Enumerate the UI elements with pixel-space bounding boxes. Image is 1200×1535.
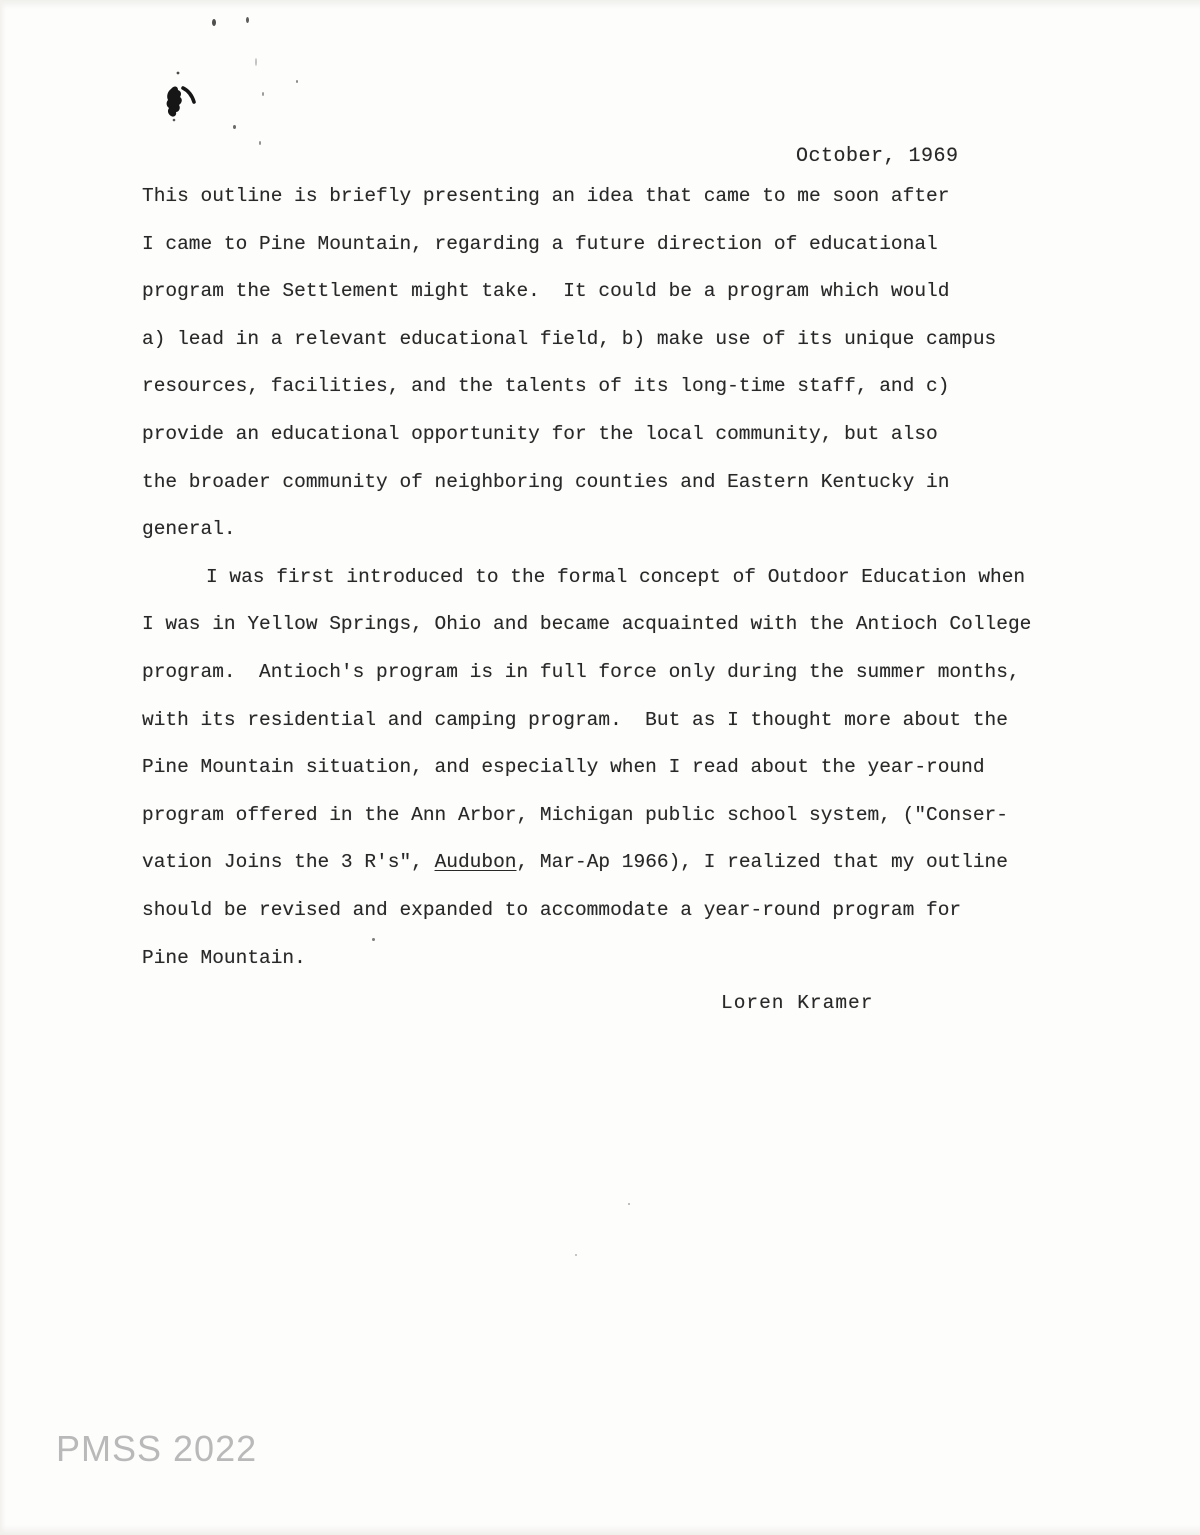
text-line (142, 752, 1102, 800)
text-segment: should be revised and expanded to accommodate a year-round program for (142, 898, 962, 921)
text-line (142, 895, 1102, 943)
underlined-citation: Audubon (434, 851, 517, 874)
text-segment: vation Joins the 3 R's", (142, 851, 435, 874)
text-line (142, 181, 1102, 229)
text-line (142, 514, 1102, 562)
text-line (142, 800, 1102, 848)
document-body (142, 181, 1102, 990)
text-segment: , Mar-Ap 1966), I realized that my outline (516, 851, 1008, 874)
scan-edge (0, 0, 6, 1535)
text-line (142, 276, 1102, 324)
text-segment: Pine Mountain situation, and especially when I read about the year-round (142, 756, 985, 779)
signature: Loren Kramer (721, 992, 874, 1014)
text-segment: a) lead in a relevant educational field, b) make use of its unique campus (142, 327, 997, 350)
scan-speck (628, 1203, 630, 1205)
date-line: October, 1969 (796, 145, 959, 168)
text-line (142, 705, 1102, 753)
text-segment: program. Antioch's program is in full force only during the summer months, (142, 660, 1020, 683)
text-line (142, 371, 1102, 419)
text-segment: program the Settlement might take. It could be a program which would (142, 280, 950, 303)
text-line (142, 467, 1102, 515)
text-segment: Pine Mountain. (142, 946, 306, 969)
text-segment: program offered in the Ann Arbor, Michigan public school system, ("Conser- (142, 803, 1008, 826)
text-line (142, 562, 1102, 610)
text-segment: I came to Pine Mountain, regarding a future direction of educational (142, 232, 938, 255)
scan-speck (296, 80, 298, 83)
text-segment: This outline is briefly presenting an idea that came to me soon after (142, 185, 950, 207)
text-line (142, 943, 1102, 991)
text-line (142, 609, 1102, 657)
text-segment: the broader community of neighboring counties and Eastern Kentucky in (142, 470, 950, 493)
scan-speck (246, 17, 249, 23)
scan-speck (255, 58, 257, 66)
watermark: PMSS 2022 (56, 1428, 258, 1469)
text-line (142, 419, 1102, 467)
text-segment: I was in Yellow Springs, Ohio and became acquainted with the Antioch College (142, 613, 1032, 636)
scan-speck (212, 19, 216, 26)
text-line (142, 229, 1102, 277)
scan-speck (575, 1254, 577, 1256)
text-segment: resources, facilities, and the talents of its long-time staff, and c) (142, 375, 950, 398)
scan-speck (262, 92, 264, 96)
text-segment: general. (142, 518, 236, 541)
text-segment: provide an educational opportunity for the local community, but also (142, 422, 938, 445)
text-line (142, 324, 1102, 372)
scan-speck (233, 125, 236, 129)
text-line (142, 847, 1102, 895)
text-segment: with its residential and camping program. But as I thought more about the (142, 708, 1008, 731)
ink-smudge (158, 68, 208, 130)
scan-speck (259, 141, 261, 145)
text-line (142, 657, 1102, 705)
text-segment: I was first introduced to the formal concept of Outdoor Education when (206, 565, 1026, 588)
